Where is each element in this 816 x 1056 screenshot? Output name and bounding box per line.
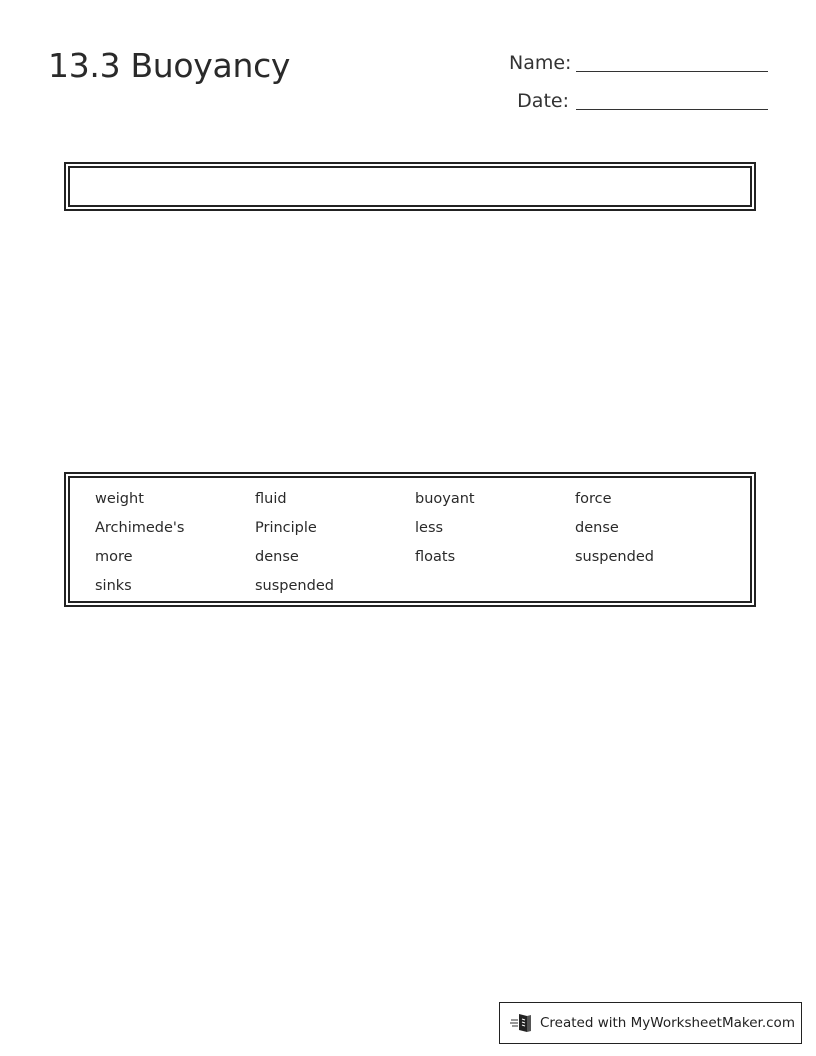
- date-field: [509, 90, 768, 112]
- date-line[interactable]: [576, 109, 768, 110]
- word-bank-item: dense: [255, 549, 299, 565]
- word-bank-item: dense: [575, 520, 619, 536]
- name-line[interactable]: [576, 71, 768, 72]
- worksheet-title: 13.3 Buoyancy: [48, 46, 291, 85]
- instructions-box-inner: [68, 166, 752, 207]
- created-with-badge[interactable]: [499, 1002, 802, 1044]
- word-bank-item: suspended: [575, 549, 654, 565]
- word-bank-item: fluid: [255, 491, 287, 507]
- word-bank-inner: [68, 476, 752, 603]
- word-bank-item: less: [415, 520, 444, 536]
- name-field: [509, 52, 768, 74]
- worksheet-maker-logo-icon: [510, 1011, 534, 1035]
- word-bank-item: more: [95, 549, 133, 565]
- word-bank-item: sinks: [95, 578, 132, 594]
- name-label: Name:: [509, 52, 572, 74]
- word-bank-item: Archimede's: [95, 520, 185, 536]
- word-bank-box: [64, 472, 756, 607]
- created-with-text: Created with MyWorksheetMaker.com: [540, 1015, 795, 1031]
- date-label: Date:: [517, 90, 569, 112]
- word-bank-item: Principle: [255, 520, 317, 536]
- word-bank-item: force: [575, 491, 612, 507]
- word-bank-item: floats: [415, 549, 456, 565]
- word-bank-item: weight: [95, 491, 144, 507]
- word-bank-grid: [70, 478, 750, 605]
- instructions-box: [64, 162, 756, 211]
- word-bank-item: buoyant: [415, 491, 475, 507]
- word-bank-item: suspended: [255, 578, 334, 594]
